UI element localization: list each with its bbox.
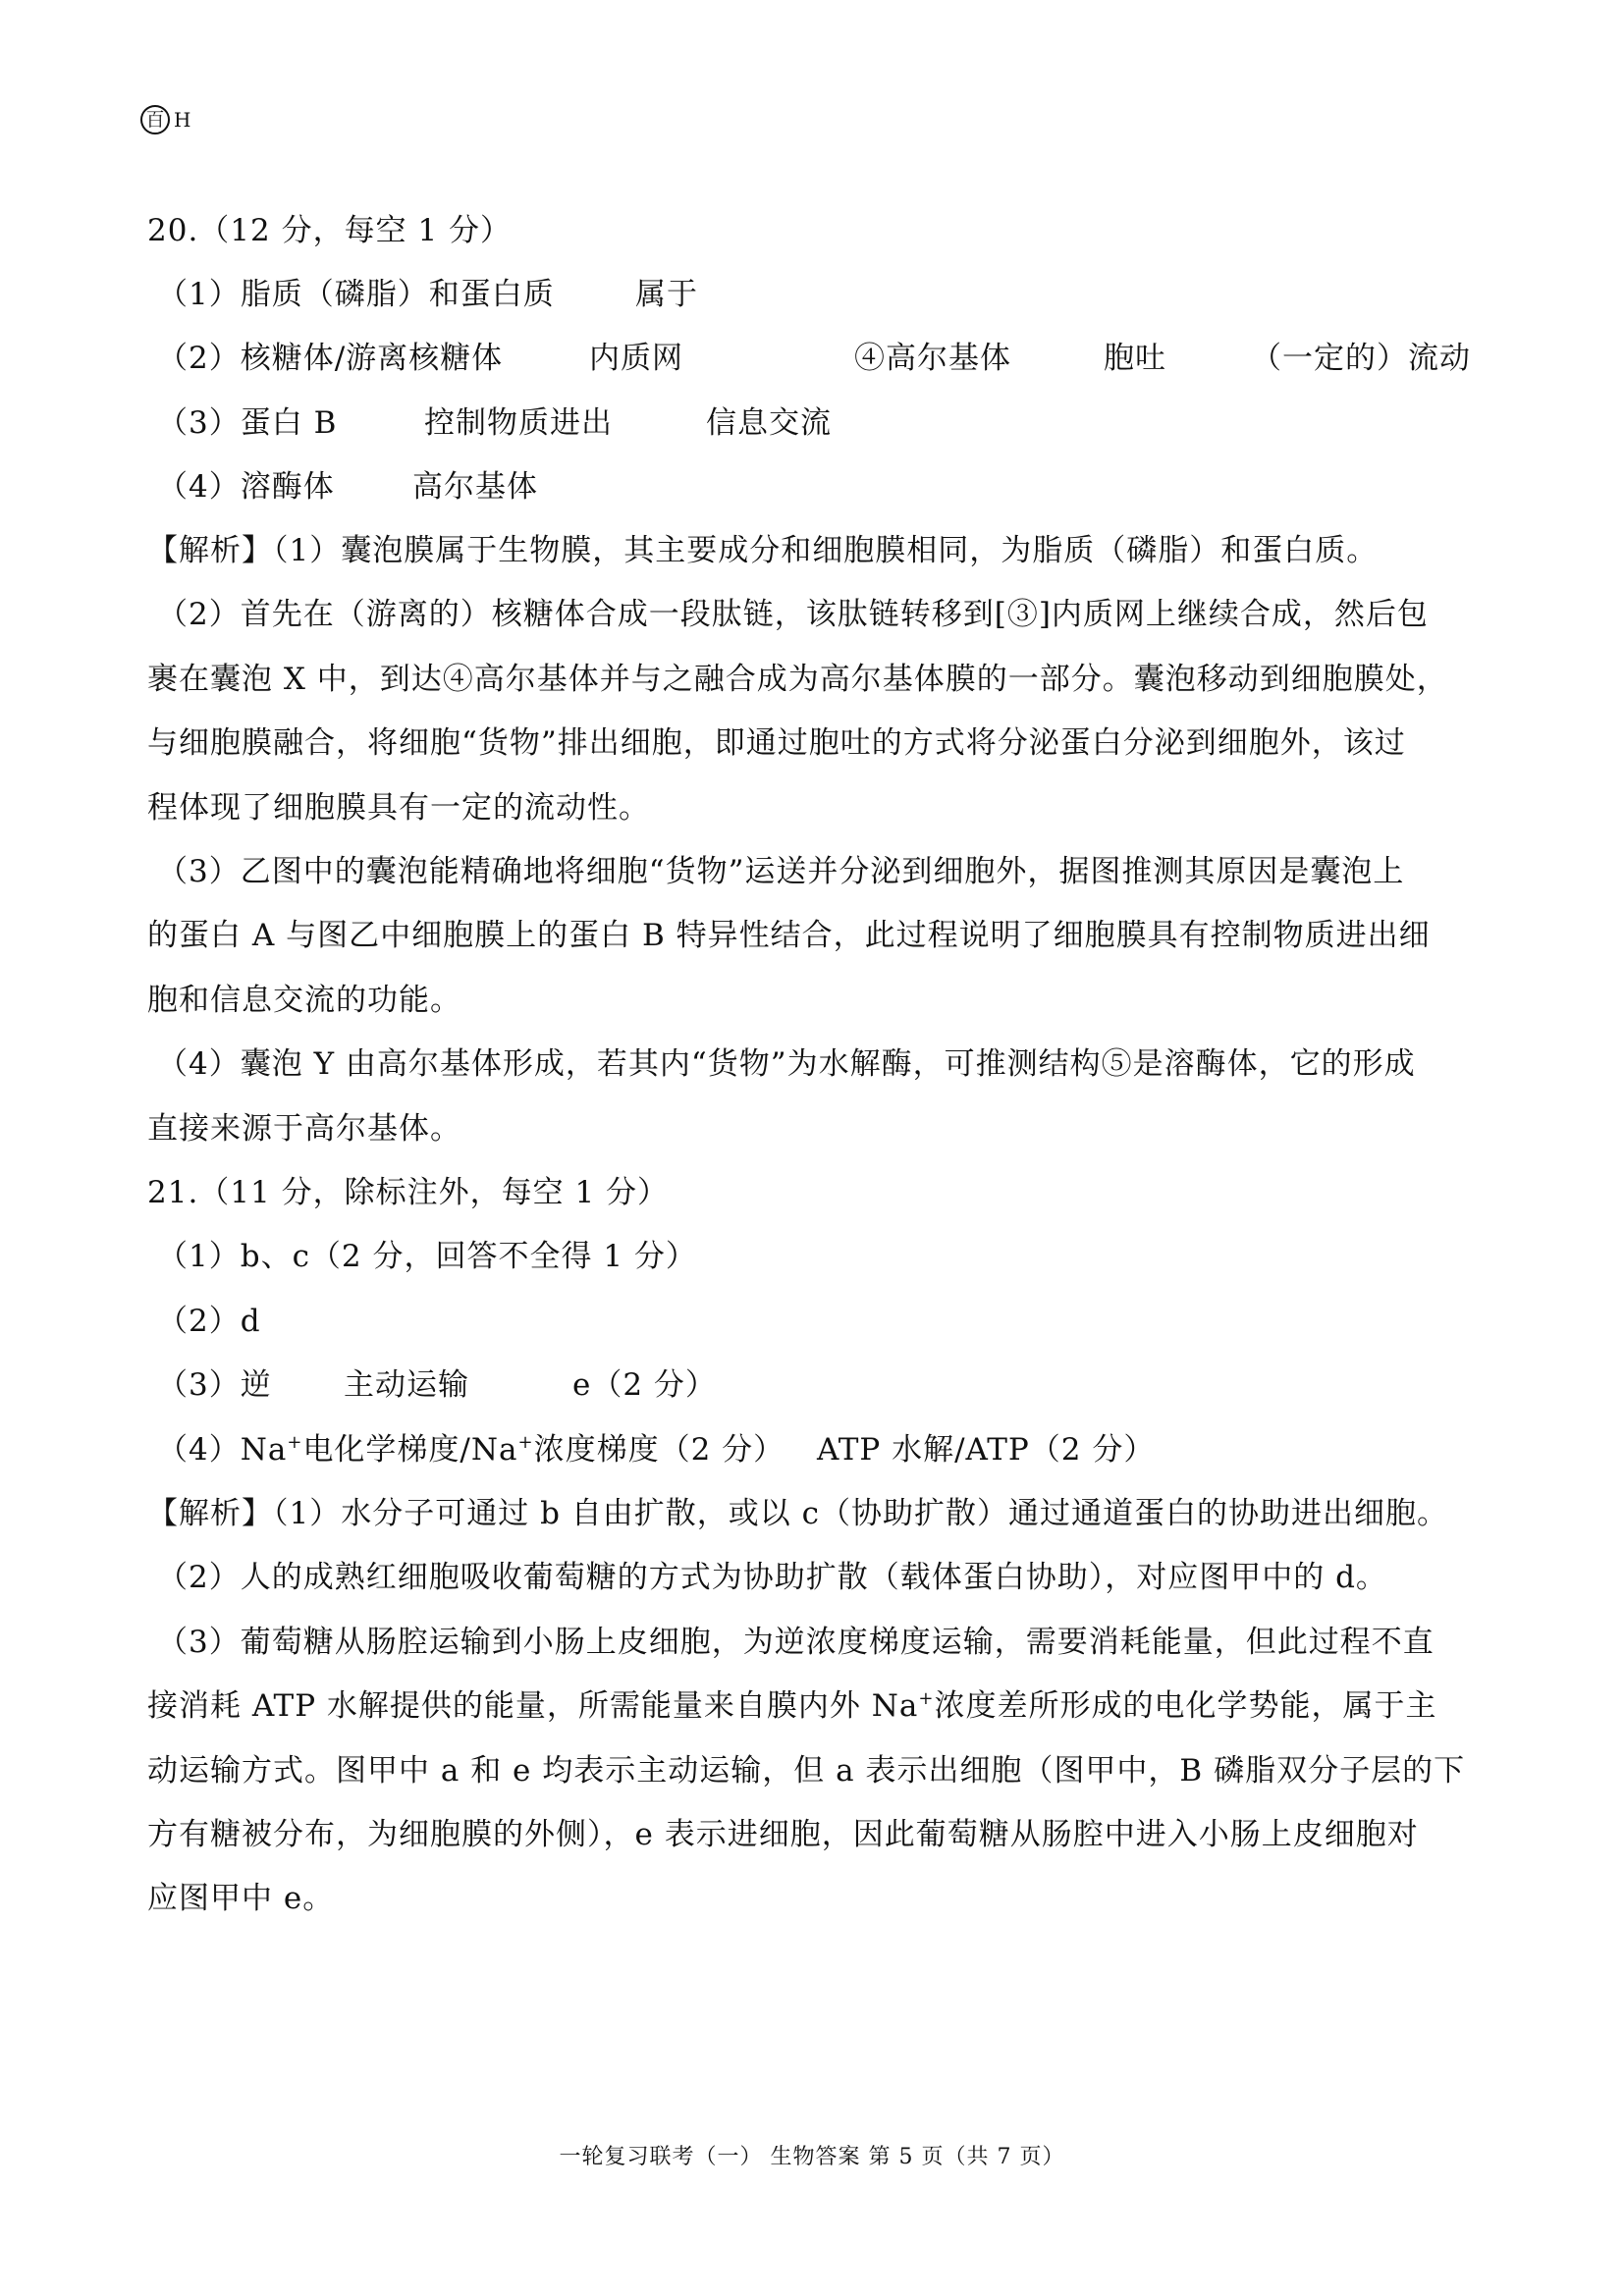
q20-analysis-line-5: 程体现了细胞膜具有一定的流动性。: [147, 790, 650, 826]
q20-a4-blank-2: 高尔基体: [412, 469, 538, 505]
q21-a4-blank-2: ATP 水解/ATP（2 分）: [817, 1432, 1156, 1468]
page-footer: 一轮复习联考（一） 生物答案 第 5 页（共 7 页）: [559, 2145, 1065, 2169]
q20-analysis-line-10: 直接来源于高尔基体。: [147, 1111, 461, 1147]
logo-letter: H: [174, 108, 191, 132]
q21-analysis-line-1: 【解析】（1）水分子可通过 b 自由扩散，或以 c（协助扩散）通过通道蛋白的协助进出细胞。: [147, 1496, 1448, 1531]
q20-a1-blank-2: 属于: [635, 277, 698, 312]
q20-analysis-line-6: （3）乙图中的囊泡能精确地将细胞“货物”运送并分泌到细胞外，据图推测其原因是囊泡上: [157, 854, 1405, 889]
publisher-logo: [140, 102, 190, 137]
q20-answer-4: [157, 467, 538, 507]
q20-a4-blank-1: （4）溶酶体: [157, 469, 335, 505]
q20-analysis-line-4: 与细胞膜融合，将细胞“货物”排出细胞，即通过胞吐的方式将分泌蛋白分泌到细胞外，该过: [147, 725, 1406, 761]
q20-a3-blank-1: （3）蛋白 B: [157, 405, 338, 441]
q20-analysis-line-8: 胞和信息交流的功能。: [147, 983, 461, 1018]
q21-analysis-line-7: 应图甲中 e。: [147, 1881, 335, 1916]
q20-a1-blank-1: （1）脂质（磷脂）和蛋白质: [157, 277, 555, 312]
q21-analysis-line-6: 方有糖被分布，为细胞膜的外侧），e 表示进细胞，因此葡萄糖从肠腔中进入小肠上皮细胞对: [147, 1817, 1419, 1852]
q21-a3-blank-3: e（2 分）: [572, 1367, 717, 1403]
logo-circle-glyph: 百: [140, 105, 170, 134]
q21-analysis-line-4: 接消耗 ATP 水解提供的能量，所需能量来自膜内外 Na+浓度差所形成的电化学势能，属于主: [147, 1688, 1437, 1724]
q21-analysis-line-5: 动运输方式。图甲中 a 和 e 均表示主动运输，但 a 表示出细胞（图甲中，B 磷脂双分子层的下: [147, 1753, 1466, 1789]
q20-a3-blank-2: 控制物质进出: [424, 405, 613, 441]
q21-answer-2: （2）d: [157, 1304, 261, 1339]
q21-a4-blank-1: （4）Na+电化学梯度/Na+浓度梯度（2 分）: [157, 1432, 785, 1468]
q21-a3-blank-1: （3）逆: [157, 1367, 272, 1403]
q20-analysis-line-7: 的蛋白 A 与图乙中细胞膜上的蛋白 B 特异性结合，此过程说明了细胞膜具有控制物质进出细: [147, 918, 1431, 953]
q20-analysis-line-3: 裹在囊泡 X 中，到达④高尔基体并与之融合成为高尔基体膜的一部分。囊泡移动到细胞膜处，: [147, 662, 1448, 697]
q20-answer-1: [157, 275, 698, 314]
q20-answer-2: [157, 339, 1471, 378]
q20-analysis-line-1: 【解析】（1）囊泡膜属于生物膜，其主要成分和细胞膜相同，为脂质（磷脂）和蛋白质。: [147, 533, 1379, 568]
q21-answer-4: [157, 1430, 1155, 1469]
q21-a3-blank-2: 主动运输: [344, 1367, 469, 1403]
q20-a3-blank-3: 信息交流: [706, 405, 832, 441]
q20-a2-blank-4: 胞吐: [1104, 341, 1166, 376]
q21-analysis-line-3: （3）葡萄糖从肠腔运输到小肠上皮细胞，为逆浓度梯度运输，需要消耗能量，但此过程不直: [157, 1625, 1435, 1660]
q20-a2-blank-1: （2）核糖体/游离核糖体: [157, 341, 504, 376]
q21-answer-1: （1）b、c（2 分，回答不全得 1 分）: [157, 1239, 697, 1274]
q20-analysis-line-2: （2）首先在（游离的）核糖体合成一段肽链，该肽链转移到[③]内质网上继续合成，然后包: [157, 597, 1429, 632]
q20-a2-blank-3: ④高尔基体: [854, 341, 1011, 376]
q20-answer-3: [157, 403, 832, 443]
q21-title: 21.（11 分，除标注外，每空 1 分）: [147, 1175, 670, 1210]
q20-a2-blank-5: （一定的）流动: [1251, 341, 1471, 376]
q20-analysis-line-9: （4）囊泡 Y 由高尔基体形成，若其内“货物”为水解酶，可推测结构⑤是溶酶体，它的形成: [157, 1046, 1416, 1082]
q20-title: 20.（12 分，每空 1 分）: [147, 213, 513, 248]
q20-a2-blank-2: 内质网: [589, 341, 683, 376]
q21-analysis-line-2: （2）人的成熟红细胞吸收葡萄糖的方式为协助扩散（载体蛋白协助），对应图甲中的 d。: [157, 1560, 1387, 1595]
q21-answer-3: [157, 1365, 717, 1405]
